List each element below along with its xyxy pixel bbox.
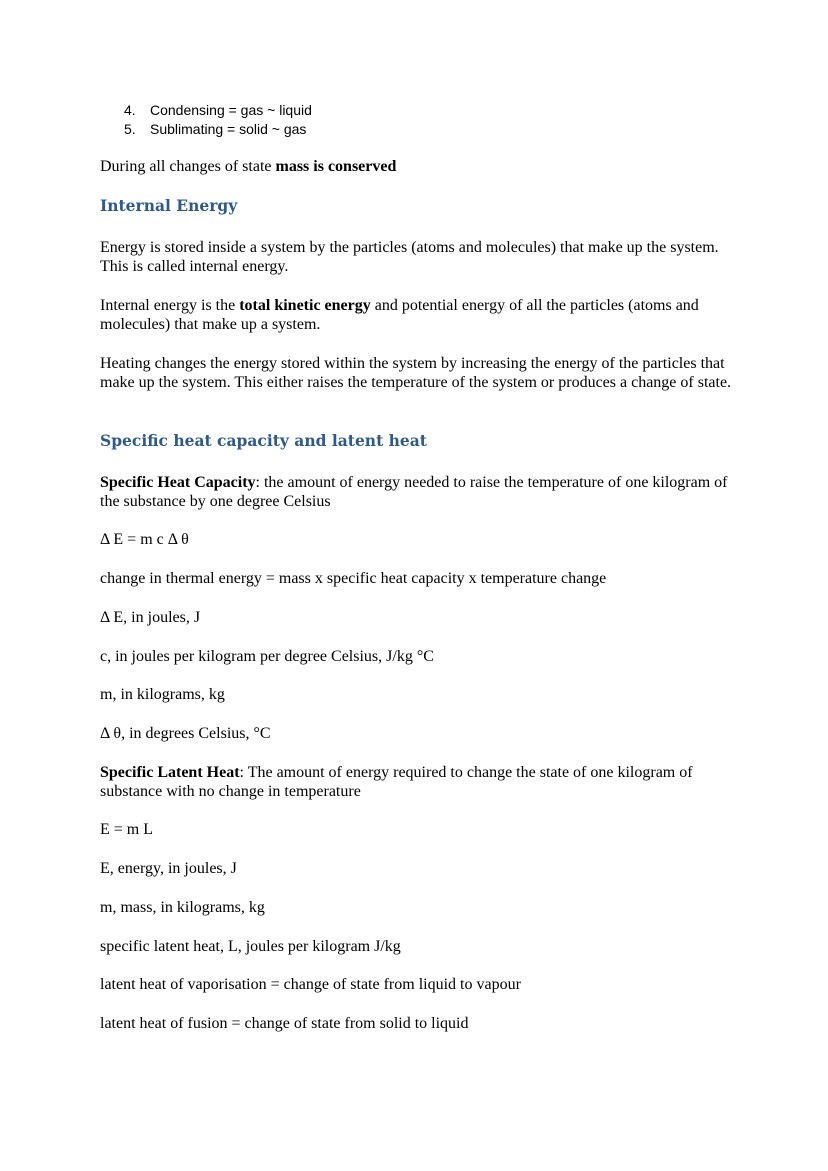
slh-unit-line: E, energy, in joules, J xyxy=(100,860,237,877)
shc-unit-line: m, in kilograms, kg xyxy=(100,686,225,703)
shc-definition-text: : the amount of energy needed to raise the temperature of one kilogram of the substance by one degree Celsius xyxy=(100,474,728,510)
slh-definition-text: : The amount of energy required to change the state of one kilogram of substance with no change in temperature xyxy=(100,764,693,800)
internal-p2-post: and potential energy of all the particles (atoms and molecules) that make up a system. xyxy=(100,297,699,333)
list-item-text: Condensing = gas ~ liquid xyxy=(150,102,312,118)
shc-unit-line: c, in joules per kilogram per degree Celsius, J/kg °C xyxy=(100,648,434,665)
shc-equation: Δ E = m c Δ θ xyxy=(100,531,189,548)
list-item-number: 4. xyxy=(124,102,136,118)
slh-unit-line: specific latent heat, L, joules per kilogram J/kg xyxy=(100,938,401,955)
shc-term: Specific Heat Capacity xyxy=(100,474,256,491)
mass-conserved-line xyxy=(100,157,740,176)
heading-specific-heat: Specific heat capacity and latent heat xyxy=(100,431,427,450)
change-of-state-list xyxy=(124,101,312,139)
mass-conserved-pre: During all changes of state xyxy=(100,158,276,175)
internal-p2-bold: total kinetic energy xyxy=(239,297,371,314)
slh-unit-line: m, mass, in kilograms, kg xyxy=(100,899,265,916)
shc-unit-line: Δ E, in joules, J xyxy=(100,609,201,626)
slh-term: Specific Latent Heat xyxy=(100,764,240,781)
list-item-number: 5. xyxy=(124,121,136,137)
shc-unit-line: Δ θ, in degrees Celsius, °C xyxy=(100,725,271,742)
list-item xyxy=(124,120,312,139)
specific-latent-heat-definition xyxy=(100,763,740,801)
list-item xyxy=(124,101,312,120)
shc-word-equation: change in thermal energy = mass x specific heat capacity x temperature change xyxy=(100,570,607,587)
heading-internal-energy: Internal Energy xyxy=(100,196,238,215)
mass-conserved-bold: mass is conserved xyxy=(275,158,397,175)
internal-energy-paragraph-3: Heating changes the energy stored within the system by increasing the energy of the particles that make up the system. This either raises the temperature of the system or produces a change of state. xyxy=(100,355,732,391)
specific-heat-capacity-definition xyxy=(100,473,740,511)
internal-p2-pre: Internal energy is the xyxy=(100,297,240,314)
slh-unit-line: latent heat of fusion = change of state from solid to liquid xyxy=(100,1015,469,1032)
slh-equation: E = m L xyxy=(100,821,154,838)
internal-energy-paragraph-2 xyxy=(100,296,740,334)
slh-unit-line: latent heat of vaporisation = change of state from liquid to vapour xyxy=(100,976,521,993)
internal-energy-paragraph-1: Energy is stored inside a system by the particles (atoms and molecules) that make up the system. This is called internal energy. xyxy=(100,239,719,275)
list-item-text: Sublimating = solid ~ gas xyxy=(150,121,307,137)
